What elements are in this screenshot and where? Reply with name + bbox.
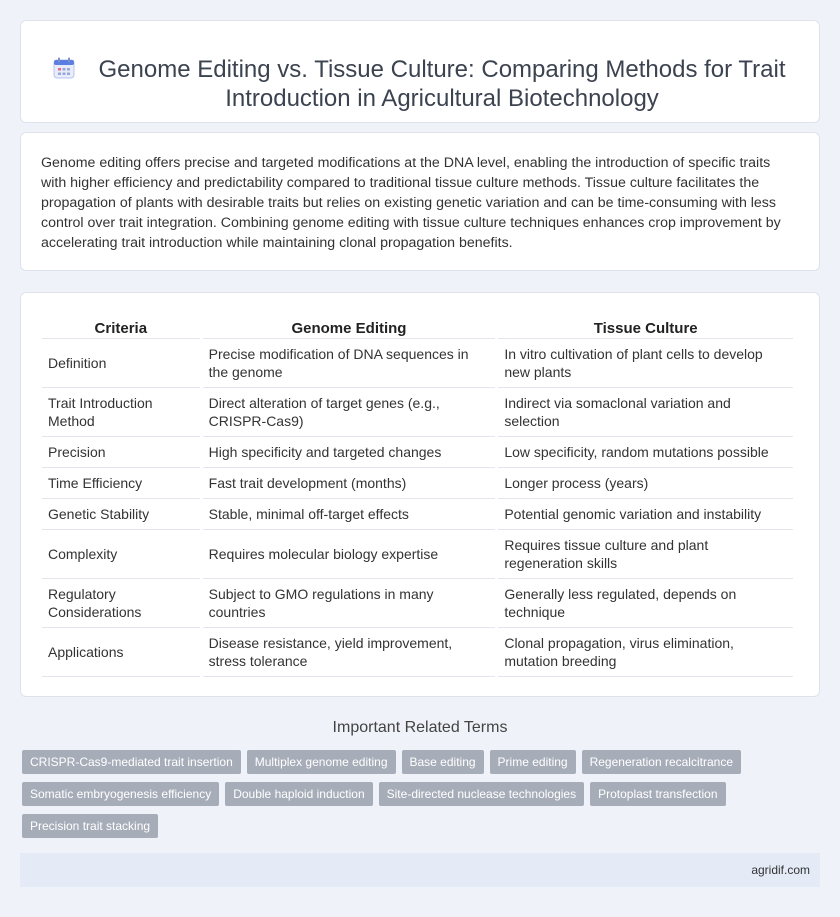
related-term-tag[interactable]: Base editing — [402, 750, 484, 774]
calendar-icon — [53, 57, 75, 79]
table-row — [42, 468, 793, 499]
related-term-tag[interactable]: Double haploid induction — [225, 782, 372, 806]
related-term-tag[interactable]: Precision trait stacking — [22, 814, 158, 838]
table-row — [42, 530, 793, 579]
table-cell: Generally less regulated, depends on technique — [498, 579, 793, 628]
table-row — [42, 339, 793, 388]
related-term-tag[interactable]: Protoplast transfection — [590, 782, 725, 806]
table-header-row — [42, 317, 793, 339]
title-wrap — [50, 31, 790, 113]
header-genome-editing: Genome Editing — [203, 317, 496, 339]
title-inner — [97, 31, 787, 113]
table-cell: Requires molecular biology expertise — [203, 530, 496, 579]
table-row — [42, 388, 793, 437]
table-row — [42, 628, 793, 677]
intro-paragraph: Genome editing offers precise and targeted modifications at the DNA level, enabling the introduction of specific traits with higher efficiency and predictability compared to traditional tissue culture methods. Tissue culture facilitates the propagation of plants with desirable traits but relies on existing genetic variation and can be time-consuming with less control over trait integration. Combining genome editing with tissue culture techniques enhances crop improvement by accelerating trait introduction while maintaining clonal propagation benefits. — [41, 155, 781, 251]
comparison-table-card — [20, 292, 820, 697]
table-cell: Low specificity, random mutations possible — [498, 437, 793, 468]
table-cell: In vitro cultivation of plant cells to develop new plants — [498, 339, 793, 388]
related-term-tag[interactable]: Site-directed nuclease technologies — [379, 782, 584, 806]
table-cell: Disease resistance, yield improvement, stress tolerance — [203, 628, 496, 677]
table-cell: Subject to GMO regulations in many countries — [203, 579, 496, 628]
table-cell: High specificity and targeted changes — [203, 437, 496, 468]
table-cell: Complexity — [42, 530, 200, 579]
related-term-tag[interactable]: CRISPR-Cas9-mediated trait insertion — [22, 750, 241, 774]
title-card — [20, 20, 820, 123]
page-title: Genome Editing vs. Tissue Culture: Comparing Methods for Trait Introduction in Agricultural Biotechnology — [98, 55, 786, 112]
intro-card — [20, 132, 820, 271]
table-cell: Definition — [42, 339, 200, 388]
footer — [20, 853, 820, 887]
table-row — [42, 499, 793, 530]
related-terms-heading: Important Related Terms — [332, 719, 508, 736]
related-term-tag[interactable]: Prime editing — [490, 750, 576, 774]
table-cell: Precise modification of DNA sequences in the genome — [203, 339, 496, 388]
header-tissue-culture: Tissue Culture — [498, 317, 793, 339]
table-cell: Clonal propagation, virus elimination, mutation breeding — [498, 628, 793, 677]
related-term-tag[interactable]: Multiplex genome editing — [247, 750, 396, 774]
related-term-tag[interactable]: Somatic embryogenesis efficiency — [22, 782, 219, 806]
table-cell: Genetic Stability — [42, 499, 200, 530]
footer-site-link[interactable]: agridif.com — [751, 863, 810, 877]
table-cell: Stable, minimal off-target effects — [203, 499, 496, 530]
table-cell: Fast trait development (months) — [203, 468, 496, 499]
header-criteria: Criteria — [42, 317, 200, 339]
table-row — [42, 437, 793, 468]
table-cell: Indirect via somaclonal variation and selection — [498, 388, 793, 437]
table-cell: Regulatory Considerations — [42, 579, 200, 628]
table-cell: Direct alteration of target genes (e.g., CRISPR-Cas9) — [203, 388, 496, 437]
table-cell: Trait Introduction Method — [42, 388, 200, 437]
table-cell: Requires tissue culture and plant regeneration skills — [498, 530, 793, 579]
related-term-tag[interactable]: Regeneration recalcitrance — [582, 750, 741, 774]
table-cell: Applications — [42, 628, 200, 677]
table-cell: Time Efficiency — [42, 468, 200, 499]
table-cell: Potential genomic variation and instability — [498, 499, 793, 530]
table-cell: Longer process (years) — [498, 468, 793, 499]
table-row — [42, 579, 793, 628]
comparison-table — [39, 317, 796, 677]
table-cell: Precision — [42, 437, 200, 468]
related-terms-list — [22, 750, 822, 838]
